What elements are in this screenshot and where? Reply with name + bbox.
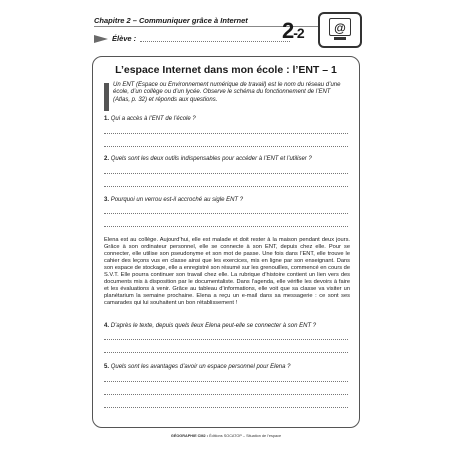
monitor-stand-icon [334, 37, 346, 40]
answer-line-5b[interactable] [104, 394, 348, 395]
answer-line-5c[interactable] [104, 407, 348, 408]
at-sign-icon: @ [334, 21, 346, 35]
worksheet-title: L’espace Internet dans mon école : l’ENT – 1 [115, 64, 337, 76]
question-2 [104, 155, 348, 163]
question-4-number: 4. [104, 323, 110, 329]
answer-line-1b[interactable] [104, 146, 348, 147]
internet-computer-icon [318, 12, 362, 48]
question-5-text: Quels sont les avantages d’avoir un espace personnel pour Elena ? [110, 364, 291, 370]
arrow-icon [94, 35, 108, 43]
footer-separator: • [206, 434, 209, 438]
answer-line-2b[interactable] [104, 186, 348, 187]
question-1 [104, 115, 348, 123]
answer-line-3b[interactable] [104, 226, 348, 227]
footer-brand: GÉOGRAPHIE CM2 [170, 434, 206, 438]
question-1-text: Qui a accès à l’ENT de l’école ? [110, 116, 196, 122]
worksheet-number-sub: -2 [293, 25, 304, 41]
question-5 [104, 363, 348, 371]
student-label: Élève : [112, 34, 137, 43]
intro-bar [104, 83, 109, 111]
question-4 [104, 322, 348, 330]
footer-publisher: Éditions SOCATOP [209, 434, 242, 438]
worksheet-number-main: 2 [282, 18, 294, 43]
page-footer [0, 434, 452, 438]
question-3-text: Pourquoi un verrou est-il accroché au sigle ENT ? [110, 197, 244, 203]
question-2-number: 2. [104, 156, 110, 162]
question-2-text: Quels sont les deux outils indispensables pour accéder à l’ENT et l’utiliser ? [110, 156, 312, 162]
question-5-number: 5. [104, 364, 110, 370]
chapter-title: Chapitre 2 – Communiquer grâce à Internet [94, 16, 248, 25]
worksheet-number [282, 18, 304, 44]
question-3-number: 3. [104, 197, 110, 203]
answer-line-1a[interactable] [104, 133, 348, 134]
reading-text: Elena est au collège. Aujourd’hui, elle est malade et doit rester à la maison pendant deux jours. Grâce à son ordinateur personnel, elle se connecte à son ENT, depuis chez elle. Pour se connecter, elle utilise son pseudonyme et son mot de passe. Une fois dans l’ENT, elle trouve le cahier des leçons vus en classe ainsi que les exercices, mis en ligne par son enseignant. Dans son espace de stockage, elle a enregistré son résumé sur les grenouilles, commencé en cours de S.V.T. Elle pourra continuer son travail chez elle. La rubrique d’histoire contient un lien vers des documents mis à disposition par le documentaliste. Dans l’agenda, elle vérifie les devoirs à faire et les évaluations à venir. Grâce au tableau d’informations, elle voit que sa classe va visiter un planétarium la semaine prochaine. Elena a reçu un e-mail dans sa messagerie : ce sont ses camarades qui lui souhaitent un bon rétablissement ! [104, 237, 350, 307]
question-4-text: D’après le texte, depuis quels lieux Elena peut-elle se connecter à son ENT ? [110, 323, 317, 329]
question-1-number: 1. [104, 116, 110, 122]
monitor-icon [329, 18, 351, 36]
footer-rights: – Situation de l’espace [242, 434, 282, 438]
student-name-line[interactable] [140, 41, 290, 42]
question-3 [104, 196, 348, 204]
answer-line-4a[interactable] [104, 339, 348, 340]
answer-line-5a[interactable] [104, 381, 348, 382]
answer-line-2a[interactable] [104, 173, 348, 174]
intro-text: Un ENT (Espace ou Environnement numérique de travail) est le nom du réseau d’une école, d’un collège ou d’un lycée. Observe le schéma du fonctionnement de l’ENT (Atlas, p. 32) et réponds aux questions. [113, 82, 341, 103]
answer-line-3a[interactable] [104, 213, 348, 214]
student-name-row [94, 33, 294, 45]
answer-line-4b[interactable] [104, 352, 348, 353]
